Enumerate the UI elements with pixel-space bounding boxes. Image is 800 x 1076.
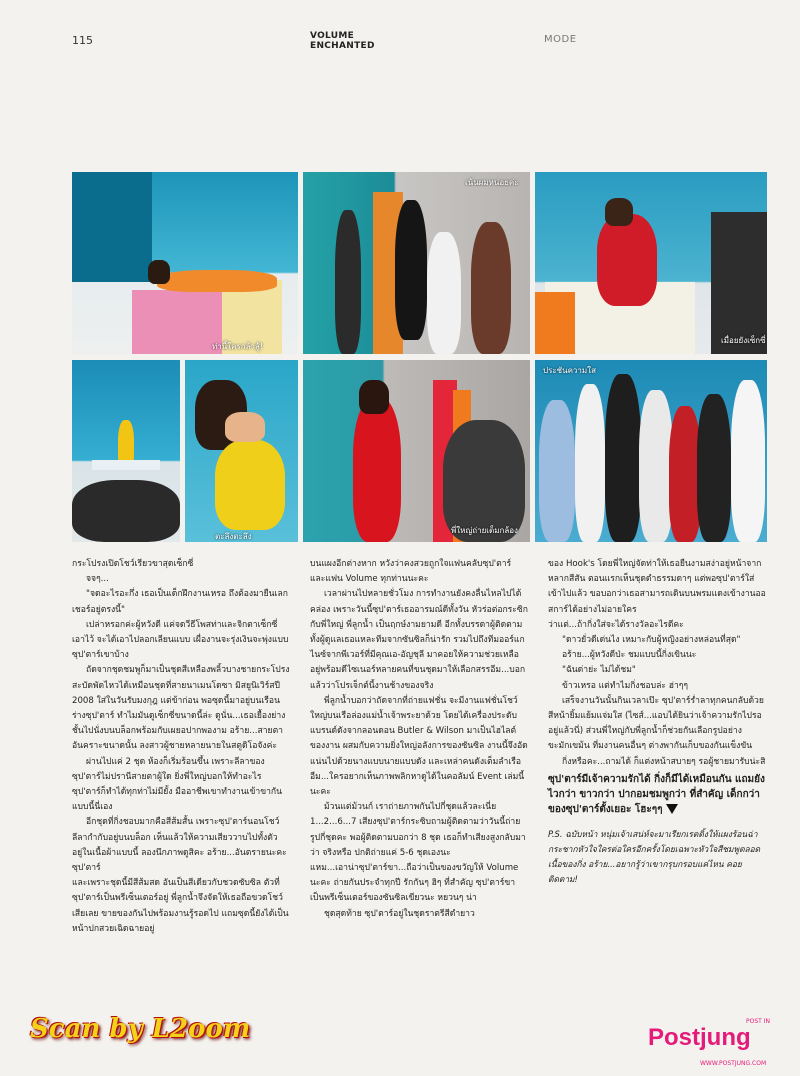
text-column-1 bbox=[72, 557, 290, 937]
paragraph: ว่าแต่...ถ้ากิ่งใส่จะได้รางวัลอะไรดีคะ bbox=[548, 619, 684, 630]
page-number: 115 bbox=[72, 34, 93, 47]
paragraph: เวลาผ่านไปหลายชั่วโมง การทำงานยังคงลื่นไหลไปได้คล่อง เพราะวันนี้ซุป'ตาร์เธออารมณ์ดีทั้งวัน หัวร่อต่อกระซิกกับพี่ใหญ่ พี่ลูกน้ำ เป็นฤกษ์งามยามดี อีกทั้งบรรดาผู้ติดตาม ทั้งผู้ดูแลเธอแหละทีมจากซันซิลก็น่ารัก รวมไปถึงทีมออร์แกไนซ์จากพีเวอร์ที่มีคุณเอ-อัญชุลี มาคอยให้ความช่วยเหลืออยู่พร้อมดีไซเนอร์หลายคนที่ขนชุดมาให้เลือกสรรอีม...บอกแล้วว่าโปรเจ็กต์นี้งานช้างของจริง bbox=[310, 589, 528, 691]
paragraph: กิ่งหรือคะ...ถามได้ ก็แต่งหน้าสบายๆ รอผู้ชายมารับน่ะสิ bbox=[562, 756, 766, 767]
paragraph: เสร็จงานวันนั้นกินเวลาเป๊ะ ซุป'ตาร์ร่ำลาทุกคนกลับด้วยสีหน้ายิ้มแย้มแจ่มใส (ไซส์...แอบได้ยินว่าเจ้าความรักไปรออยู่แล้วนี่) ส่วนพี่ใหญ่กับพี่ลูกน้ำก็ช่วยกันเลือกรูปอย่างขะมักเขม้น ที่มงานคนอื่นๆ ต่างพากันเก็บของกันแข็งขัน bbox=[548, 695, 764, 752]
paragraph: ข้าวเหรอ แต่ทำไมกิ่งชอบล่ะ ฮ่าๆๆ bbox=[562, 680, 688, 691]
paragraph: เปล่าหรอกค่ะผู้หวังดี แค่จดวีธีโพสท่าและจิกตาเซ็กซี่เอาไว้ จะได้เอาไปลอกเลียนแบบ เผื่องานจะรุ่งเงินจะพุ่งแบบซุป'ตาร์เขาบ้าง bbox=[72, 619, 289, 661]
scan-credit: Scan by L2oom bbox=[30, 1014, 251, 1044]
paragraph: ผ่านไปแค่ 2 ชุด ห้องก็เริ่มร้อนขึ้น เพราะลีลาของซุป'ตาร์ไม่ปรานีสายตาผู้ใด ยิ่งพี่ใหญ่บอกให้ทำอะไร ซุป'ตาร์ก็ทำได้ทุกท่าไม่มียั้ง มืออาชีพเขาทำงานเข้าขากันแบบนี้นี่เอง bbox=[72, 756, 282, 813]
paragraph: "จดอะไรอะกึ่ง เธอเป็นเด็กฝึกงานเหรอ ถึงต้องมายืนเลกเชอร์อยู่ตรงนี้" bbox=[72, 589, 288, 615]
paragraph: ม้วนแต่ม้วนก์ เราถ่ายภาพกันไปกี่ชุดแล้วละเนี่ย 1...2...6...7 เสียงซุป'ตาร์กระซิบถามผู้ติดตามว่าวันนี้ถ่ายรูปกี่ชุดคะ พอผู้ติดตามบอกว่า 8 ชุด เธอก็ทำเสียงสูงกลับมาว่า จริงหรือ ปกติถ่ายแค่ 5-6 ชุดเองนะ bbox=[310, 802, 526, 858]
paragraph: อีกชุดที่กิ่งชอบมากคือสีส้มสั้น เพราะซุป'ตาร์นอนโชว์ลีลากำกับอยู่บนบล็อก เห็นแล้วให้ความเสียววาบไปทั้งตัว อยู่ในเนื้อผ้าแบบนี้ ลองนึกภาพดูสิคะ อร้าย...อันตรายนะคะซุป'ตาร์ bbox=[72, 817, 287, 874]
logo-url: WWW.POSTJUNG.COM bbox=[700, 1060, 767, 1067]
photo-group bbox=[535, 360, 767, 542]
caption: พี่ใหญ่ถ่ายเต็มกล้อง bbox=[451, 526, 518, 535]
text-column-3 bbox=[548, 557, 766, 887]
caption: ท่านี้ใครกล้าสู้! bbox=[212, 342, 264, 351]
paragraph: ถัดจากชุดชมพูก็มาเป็นชุดสีเหลืองพลิ้วบางชายกระโปรงสะบัดพัดไหวได้เหมือนชุดที่สายนาเมนโดซา มิสยูนิเวิร์สปี 2008 ใส่ในวันรับมงกุฎ แต่ข้าก่อน พอซุดนี้มาอยู่บนเรือนร่างซุป'ตาร์ ทำไมมันดูเซ็กซี่ขนาดนี้ล่ะ ดูนั่น...เธอเยื้องย่างชั้นไปนั่งบนบล็อกพร้อมกับเผยอปากพองาม อร้าย...สายตาอันคราะขนาดนั้น ลงสาวผู้ชายหลายนายในสตูดิโอจังค่ะ bbox=[72, 665, 290, 752]
paragraph: อร้าย...ผู้หวังดีป่ะ ชมแบบนี้กิ่งเขินนะ bbox=[562, 650, 697, 661]
closing-text: ซุป'ตาร์มีเจ้าความรักได้ กิ่งก็มีได้เหมือนกัน แถมยังไวกว่า ขาวกว่า ปากอมชมพูกว่า ที่สำคัญ เด็กกว่าของซุป'ตาร์ตั้งเยอะ โฮะๆๆ bbox=[548, 773, 765, 815]
paragraph: บนแผงอีกต่างหาก หวังว่าคงสวยถูกใจแฟนคลับซุป'ตาร์ และแฟน Volume ทุกท่านนะคะ bbox=[310, 559, 512, 585]
text-column-2 bbox=[310, 557, 528, 922]
photo-black-dress-stylists bbox=[303, 172, 530, 354]
magazine-name bbox=[310, 31, 375, 51]
section-label: MODE bbox=[544, 34, 577, 45]
caption: ประชันความใส bbox=[543, 366, 596, 375]
paragraph: จจๆ... bbox=[86, 574, 109, 585]
paragraph: ของ Hook's โดยพี่ใหญ่จัดท่าให้เธอยืนงามสง่าอยู่หน้าจากหลากสีสัน ตอนแรกเห็นชุดดำธรรมดาๆ แต่พอซุป'ตาร์ใส่เข้าไปแล้ว ขอบอกว่าเธอสามารถเดินบนพรมแดงเข้างานออสการ์ได้อย่างไม่อายใคร bbox=[548, 559, 766, 615]
end-arrow-icon bbox=[666, 804, 678, 814]
photo-red-dress-photographer bbox=[303, 360, 530, 542]
photo-red-dress-seated bbox=[535, 172, 767, 354]
postjung-logo: Postjung bbox=[648, 1024, 751, 1051]
paragraph: "ฉันด่าย่ะ ไม่ได้ชม" bbox=[562, 665, 636, 676]
photo-lying-pose bbox=[72, 172, 298, 354]
paragraph: พี่ลูกน้ำบอกว่าถัดจากที่ถ่ายแฟชั่น จะมีงานแฟชั่นโชว์ใหญ่บนเรือล่องแม่น้ำเจ้าพระยาด้วย โดยได้เครื่องประดับแบรนด์ดังจากลอนดอน Butler & Wilson มาเป็นไฮไลต์ของงาน ผสมกับความยิ่งใหญ่อลังการของซันซิล งานนี้จึงอัดแน่นไปด้วยนางแบบนายแบบดัง และเหล่าคนดังเต็มลำเรือ อืม...ใครอยากเห็นภาพพลิกหาดูได้ในคอลัมน์ Event เล่มนี้นะคะ bbox=[310, 695, 528, 798]
paragraph: "ดาวยั่วดีเด่นไง เหมาะกับผู้หญิงอย่างหล่อนที่สุด" bbox=[562, 635, 741, 646]
paragraph: แหม...เอาน่าซุป'ตาร์ขา...ถือว่าเป็นของขวัญให้ Volume นะคะ ถ่ายกันประจำทุกปี รักกันๆ ฮิๆ ที่สำคัญ ซุป'ตาร์ขาเป็นพรีเซ็นเตอร์ของซันซิลเขียวนะ หยวนๆ น่า bbox=[310, 863, 519, 904]
photo-yellow-dress-distant bbox=[72, 360, 180, 542]
caption: ตะลึงตะลึง bbox=[215, 532, 252, 541]
ps-note: P.S. ฉบับหน้า หนุ่มเจ้าเสน่ห์จะมาเรียกเรตติ้งให้แผงร้อนฉ่า กระชากหัวใจใครต่อใครอีกครั้งโดยเฉพาะหัวใจสีชมพูตลอดเนื้อของกิ่ง อร้าย...อยากรู้ว่าเขากรุบกรอบแค่ไหน คอยติดตาม! bbox=[548, 828, 761, 884]
paragraph: กระโปรงเปิดโชว์เรียวขาสุดเซ็กซี่ bbox=[72, 559, 194, 569]
paragraph: ชุดสุดท้าย ซุป'ตาร์อยู่ในชุดราตรีสีดำยาว bbox=[324, 908, 475, 919]
caption: เน้นผมหน่อยค่ะ bbox=[465, 178, 519, 187]
magazine-name-line1: VOLUME bbox=[310, 31, 355, 41]
photo-yellow-dress-closeup bbox=[185, 360, 298, 542]
magazine-name-line2: ENCHANTED bbox=[310, 41, 375, 51]
logo-small-text: POST IN bbox=[746, 1018, 770, 1025]
closing-paragraph bbox=[548, 772, 766, 817]
caption: เมื่อยยังเซ็กซี่ bbox=[721, 336, 766, 345]
paragraph: และเพราะชุดนี้มีสีส้มสด อันเป็นสีเดียวกับชวดซับซิล ตัวที่ซุป'ตาร์เป็นพรีเซ็นเตอร์อยู่ พี่ลูกน้ำจึงจัดให้เธอถือขวดโชว์เสียเลย ขายของกันไปพร้อมงานรู้รอดไป แถมซุดนี้ยังได้เป็นหน้าปกสวยเฉิดฉายอยู่ bbox=[72, 878, 289, 934]
